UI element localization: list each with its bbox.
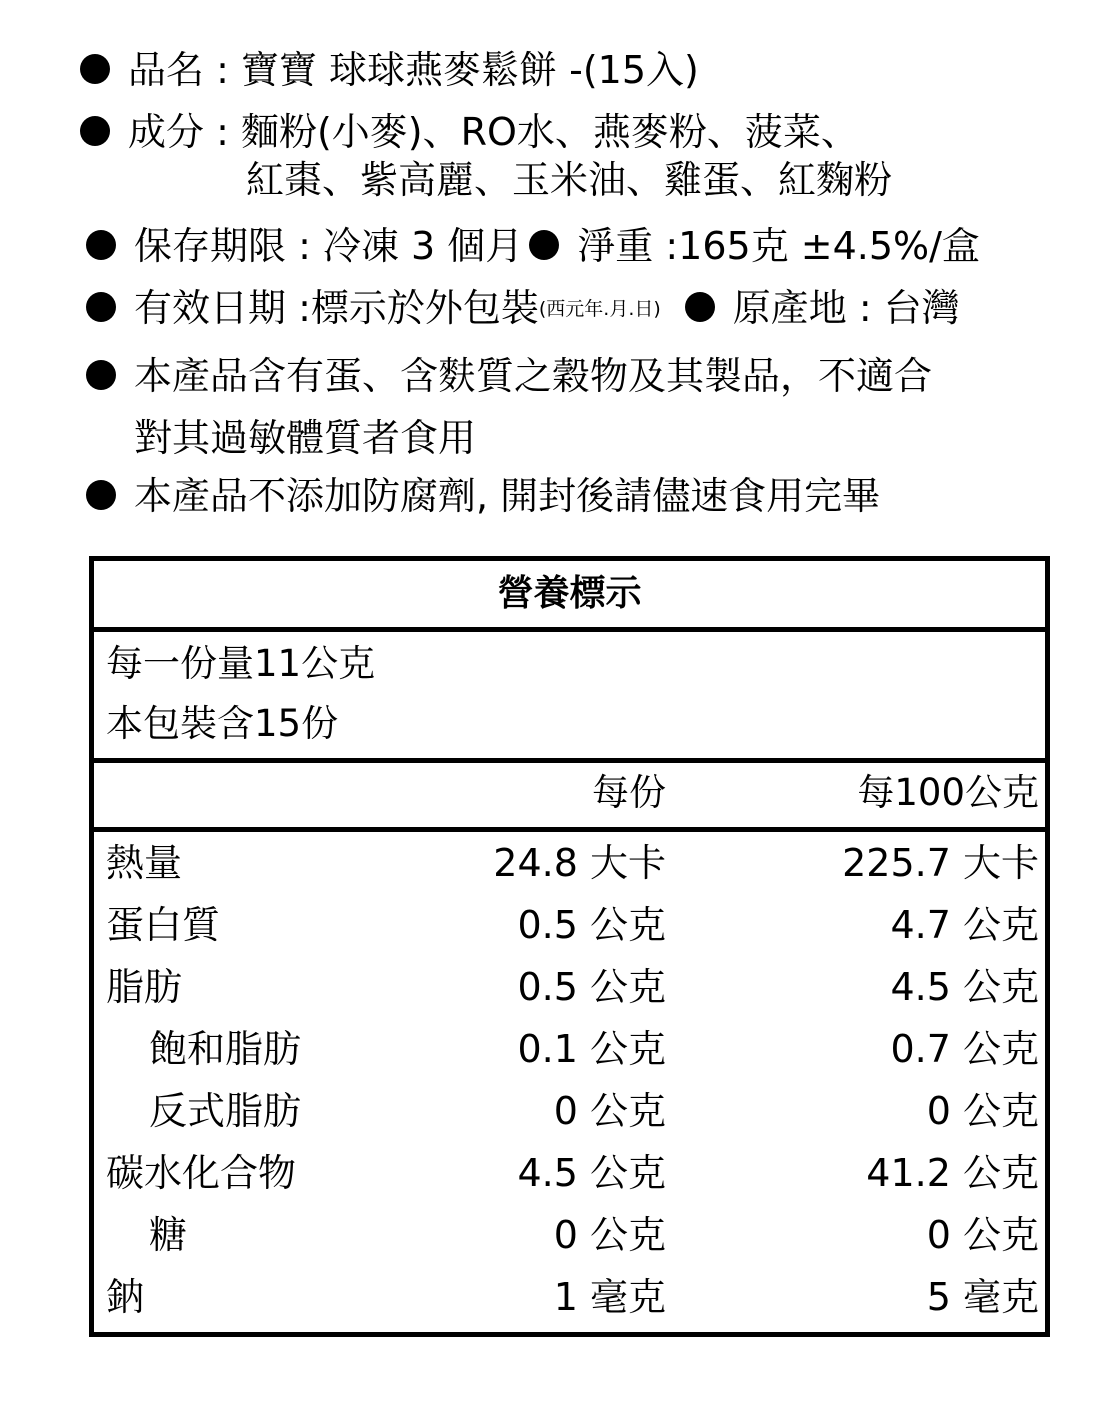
origin: 原產地 : 台灣 <box>732 286 960 330</box>
nutrient-name: 反式脂肪 <box>149 1089 302 1133</box>
nutrient-per-100g: 225.7 大卡 <box>842 841 1039 885</box>
expiry-note: (西元年.月.日) <box>538 298 661 320</box>
nutrient-name: 蛋白質 <box>106 903 221 947</box>
allergen-text-2: 對其過敏體質者食用 <box>134 416 477 460</box>
nutrient-name: 飽和脂肪 <box>149 1027 302 1071</box>
shelf-life: 保存期限 : 冷凍 3 個月 <box>134 224 524 268</box>
nutrient-row-energy <box>94 832 1045 894</box>
ingredients-line-2 <box>246 156 892 204</box>
nutrient-row-trans-fat <box>94 1080 1045 1142</box>
preservative-text: 本產品不添加防腐劑, 開封後請儘速食用完畢 <box>134 474 881 518</box>
nutrient-name: 脂肪 <box>106 965 183 1009</box>
nutrient-per-100g: 5 毫克 <box>926 1275 1039 1319</box>
serving-info <box>94 632 1045 763</box>
product-name-line <box>80 46 699 94</box>
nutrient-name: 糖 <box>149 1213 188 1257</box>
product-name: 品名 : 寶寶 球球燕麥鬆餅 -(15入) <box>128 48 699 92</box>
nutrient-name: 碳水化合物 <box>106 1151 297 1195</box>
column-headers <box>94 763 1045 832</box>
allergen-line <box>86 352 932 400</box>
nutrient-per-100g: 4.5 公克 <box>890 965 1039 1009</box>
nutrient-per-100g: 0 公克 <box>926 1213 1039 1257</box>
ingredients-text-2: 紅棗、紫高麗、玉米油、雞蛋、紅麴粉 <box>246 158 893 202</box>
nutrient-per-serving: 0.5 公克 <box>517 965 666 1009</box>
nutrient-per-serving: 24.8 大卡 <box>493 841 666 885</box>
nutrient-per-serving: 0.1 公克 <box>517 1027 666 1071</box>
nutrient-per-serving: 4.5 公克 <box>517 1151 666 1195</box>
ingredients-line <box>80 108 859 156</box>
nutrient-per-100g: 41.2 公克 <box>866 1151 1039 1195</box>
ingredients-text-1: 成分 : 麵粉(小麥)、RO水、燕麥粉、菠菜、 <box>128 110 859 154</box>
nutrient-row-fat <box>94 956 1045 1018</box>
bullet-icon <box>80 54 110 84</box>
nutrient-row-saturated-fat <box>94 1018 1045 1080</box>
preservative-line <box>86 472 880 520</box>
shelf-life-line <box>86 222 980 270</box>
bullet-icon <box>86 480 116 510</box>
nutrient-per-100g: 0 公克 <box>926 1089 1039 1133</box>
nutrient-name: 鈉 <box>106 1275 145 1319</box>
serving-size: 每一份量11公克 <box>106 642 376 685</box>
bullet-icon <box>685 292 715 322</box>
column-header-per-serving: 每份 <box>592 771 666 814</box>
column-header-per-100g: 每100公克 <box>857 771 1039 814</box>
servings-per-package: 本包裝含15份 <box>106 702 339 745</box>
nutrient-per-serving: 0.5 公克 <box>517 903 666 947</box>
nutrition-facts-table <box>89 556 1050 1337</box>
bullet-icon <box>80 116 110 146</box>
nutrient-row-carbohydrate <box>94 1142 1045 1204</box>
net-weight: 淨重 :165克 ±4.5%/盒 <box>577 224 980 268</box>
nutrient-row-protein <box>94 894 1045 956</box>
allergen-text-1: 本產品含有蛋、含麩質之穀物及其製品，不適合 <box>134 354 933 398</box>
expiry-date: 有效日期 :標示於外包裝 <box>134 286 539 330</box>
nutrient-row-sodium <box>94 1266 1045 1328</box>
allergen-line-2 <box>134 414 476 462</box>
nutrient-per-serving: 0 公克 <box>553 1089 666 1133</box>
nutrient-per-100g: 4.7 公克 <box>890 903 1039 947</box>
bullet-icon <box>529 230 559 260</box>
nutrient-name: 熱量 <box>106 841 183 885</box>
nutrient-per-serving: 1 毫克 <box>553 1275 666 1319</box>
bullet-icon <box>86 292 116 322</box>
nutrient-row-sugar <box>94 1204 1045 1266</box>
nutrient-per-100g: 0.7 公克 <box>890 1027 1039 1071</box>
nutrient-per-serving: 0 公克 <box>553 1213 666 1257</box>
bullet-icon <box>86 230 116 260</box>
bullet-icon <box>86 360 116 390</box>
expiry-line <box>86 284 960 333</box>
nutrition-title: 營養標示 <box>94 561 1045 632</box>
